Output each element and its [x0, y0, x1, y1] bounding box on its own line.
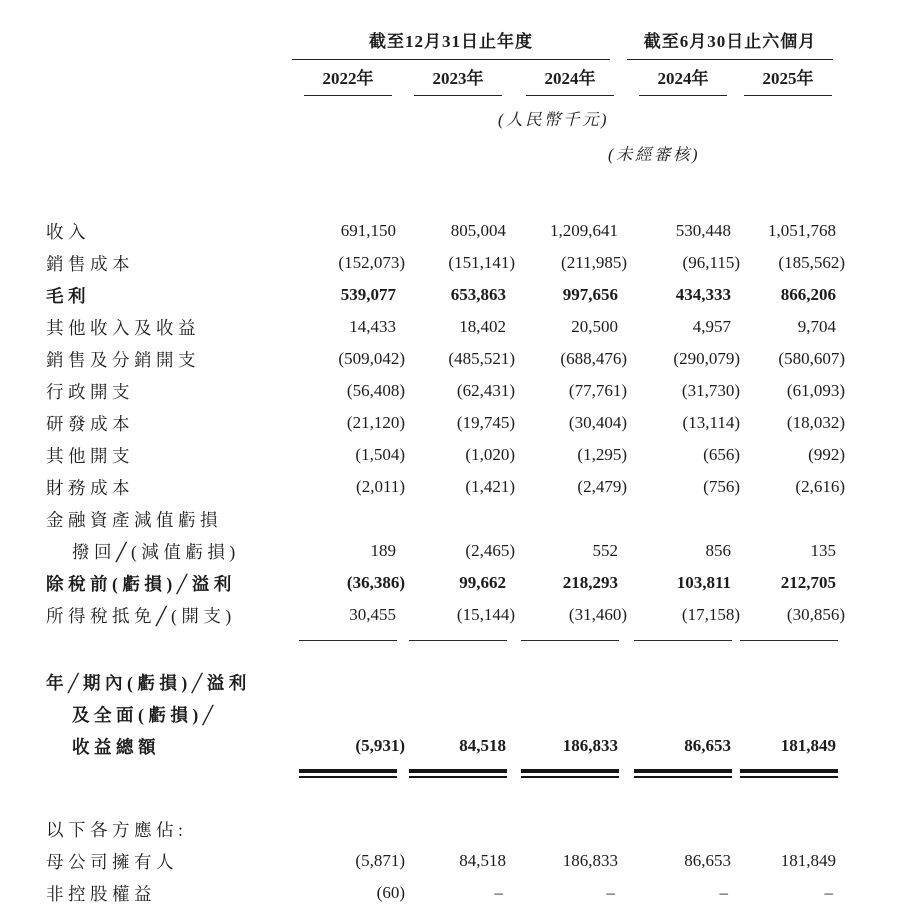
- cell-value: [290, 343, 405, 375]
- cell-value: [627, 279, 740, 311]
- value-text: (509,042): [338, 349, 405, 368]
- cell-value: [515, 599, 627, 631]
- value-text: 4,957: [692, 317, 731, 336]
- value-text: 218,293: [562, 573, 618, 592]
- table-row: [40, 567, 845, 599]
- year-label: 2024年: [639, 64, 727, 96]
- cell-value: [515, 471, 627, 503]
- cell-value: [627, 599, 740, 631]
- cell-value: [740, 311, 845, 343]
- table-row: [40, 503, 845, 535]
- corner-cell: [40, 60, 290, 100]
- column-rule-single: [740, 640, 838, 641]
- cell-value: [627, 813, 740, 845]
- rule-thick-line: [521, 769, 619, 773]
- row-label: 收入: [46, 221, 90, 242]
- column-rule-double: [299, 769, 397, 778]
- cell-value: [405, 567, 515, 599]
- cell-value: [515, 439, 627, 471]
- value-text: (21,120): [346, 413, 405, 432]
- cell-value: [405, 215, 515, 247]
- cell-value: [290, 567, 405, 599]
- value-text: (1,504): [355, 445, 405, 464]
- cell-value: [290, 247, 405, 279]
- column-rule-single: [634, 640, 732, 641]
- value-text: 1,051,768: [768, 221, 836, 240]
- cell-value: [515, 535, 627, 567]
- period-group-label: 截至12月31日止年度: [292, 27, 610, 60]
- value-text: –: [606, 883, 615, 902]
- cell-value: [515, 343, 627, 375]
- period-group-label: 截至6月30日止六個月: [627, 27, 833, 60]
- row-label: 毛利: [46, 285, 90, 306]
- table-row: [40, 535, 845, 567]
- rule-thin-line: [409, 776, 507, 778]
- cell-value: [405, 698, 515, 730]
- value-text: (19,745): [456, 413, 515, 432]
- cell-value: [740, 439, 845, 471]
- row-label: 母公司擁有人: [46, 851, 178, 872]
- value-text: (56,408): [346, 381, 405, 400]
- row-label: 非控股權益: [46, 883, 156, 904]
- table-row: [40, 343, 845, 375]
- value-text: 86,653: [684, 736, 731, 755]
- cell-value: [515, 567, 627, 599]
- cell-value: [627, 698, 740, 730]
- cell-value: [627, 471, 740, 503]
- value-text: 1,209,641: [550, 221, 618, 240]
- year-label: 2023年: [414, 64, 502, 96]
- table-row: [40, 698, 845, 730]
- cell-value: [290, 877, 405, 909]
- column-rule-double: [634, 769, 732, 778]
- value-text: 84,518: [459, 851, 506, 870]
- value-text: 552: [592, 541, 618, 560]
- cell-value: [627, 247, 740, 279]
- year-header-cell: [627, 60, 740, 100]
- rule-cell: [627, 631, 740, 646]
- value-text: 30,455: [349, 605, 396, 624]
- period-group-row: [40, 26, 845, 60]
- table-row: [40, 730, 845, 762]
- cell-value: [627, 439, 740, 471]
- value-text: (152,073): [338, 253, 405, 272]
- cell-value: [290, 730, 405, 762]
- cell-value: [740, 730, 845, 762]
- audit-note: (未經審核): [608, 144, 700, 164]
- value-text: 84,518: [459, 736, 506, 755]
- cell-value: [290, 698, 405, 730]
- row-label: 收益總額: [72, 736, 160, 757]
- column-rule-double: [740, 769, 838, 778]
- value-text: (31,730): [681, 381, 740, 400]
- value-text: (17,158): [681, 605, 740, 624]
- table-row: [40, 215, 845, 247]
- row-label: 及全面(虧損)╱: [72, 704, 218, 725]
- value-text: (2,465): [465, 541, 515, 560]
- table-row: [40, 311, 845, 343]
- cell-value: [515, 311, 627, 343]
- value-text: (185,562): [778, 253, 845, 272]
- section-gap: [40, 646, 845, 666]
- cell-value: [405, 666, 515, 698]
- cell-value: [515, 730, 627, 762]
- spacer: [40, 169, 845, 215]
- cell-value: [515, 215, 627, 247]
- cell-value: [740, 813, 845, 845]
- cell-value: [290, 813, 405, 845]
- value-text: –: [494, 883, 503, 902]
- cell-value: [740, 279, 845, 311]
- column-rule-double: [521, 769, 619, 778]
- period-group-header: [290, 26, 627, 60]
- cell-value: [405, 279, 515, 311]
- cell-value: [405, 407, 515, 439]
- value-text: 856: [705, 541, 731, 560]
- value-text: (13,114): [682, 413, 740, 432]
- rule-cell: [290, 762, 405, 783]
- value-text: (485,521): [448, 349, 515, 368]
- cell-value: [740, 503, 845, 535]
- year-label: 2025年: [744, 64, 832, 96]
- value-text: (2,616): [795, 477, 845, 496]
- cell-value: [740, 247, 845, 279]
- value-text: 434,333: [675, 285, 731, 304]
- column-rule-double: [409, 769, 507, 778]
- corner-cell: [40, 26, 290, 60]
- cell-value: [290, 215, 405, 247]
- row-label: 其他收入及收益: [46, 317, 200, 338]
- rule-cell: [515, 631, 627, 646]
- value-text: 20,500: [571, 317, 618, 336]
- cell-value: [740, 567, 845, 599]
- cell-value: [405, 343, 515, 375]
- cell-value: [290, 407, 405, 439]
- cell-value: [627, 535, 740, 567]
- value-text: (31,460): [568, 605, 627, 624]
- cell-value: [740, 343, 845, 375]
- row-label: 金融資產減值虧損: [46, 509, 222, 530]
- value-text: (2,479): [577, 477, 627, 496]
- cell-value: [627, 311, 740, 343]
- cell-value: [405, 599, 515, 631]
- value-text: (1,295): [577, 445, 627, 464]
- cell-value: [515, 845, 627, 877]
- cell-value: [515, 698, 627, 730]
- audit-note-row: [40, 136, 845, 169]
- year-header-cell: [740, 60, 845, 100]
- value-text: (211,985): [561, 253, 627, 272]
- table-row: [40, 877, 845, 909]
- cell-value: [627, 407, 740, 439]
- value-text: –: [824, 883, 833, 902]
- cell-value: [405, 375, 515, 407]
- cell-value: [740, 666, 845, 698]
- cell-value: [627, 845, 740, 877]
- cell-value: [290, 375, 405, 407]
- value-text: 866,206: [780, 285, 836, 304]
- rule-cell: [290, 631, 405, 646]
- cell-value: [405, 471, 515, 503]
- value-text: (77,761): [568, 381, 627, 400]
- spacer: [40, 646, 845, 666]
- rule-cell: [740, 631, 845, 646]
- value-text: 997,656: [562, 285, 618, 304]
- cell-value: [627, 666, 740, 698]
- cell-value: [740, 877, 845, 909]
- cell-value: [740, 845, 845, 877]
- value-text: 135: [810, 541, 836, 560]
- double-rule-row: [40, 762, 845, 783]
- cell-value: [405, 813, 515, 845]
- value-text: 653,863: [450, 285, 506, 304]
- value-text: (290,079): [673, 349, 740, 368]
- value-text: 9,704: [797, 317, 836, 336]
- cell-value: [405, 730, 515, 762]
- value-text: (2,011): [356, 477, 405, 496]
- value-text: (96,115): [682, 253, 740, 272]
- currency-note: (人民幣千元): [498, 110, 609, 129]
- cell-value: [405, 311, 515, 343]
- income-statement-table: [40, 26, 845, 909]
- value-text: (60): [376, 883, 405, 902]
- cell-value: [405, 535, 515, 567]
- rule-thick-line: [740, 769, 838, 773]
- row-label: 年╱期內(虧損)╱溢利: [46, 672, 251, 693]
- cell-value: [740, 375, 845, 407]
- rule-cell: [405, 631, 515, 646]
- value-text: (30,404): [568, 413, 627, 432]
- row-label: 銷售及分銷開支: [46, 349, 200, 370]
- column-rule-single: [521, 640, 619, 641]
- value-text: 186,833: [562, 736, 618, 755]
- value-text: 805,004: [450, 221, 506, 240]
- year-label: 2024年: [526, 64, 614, 96]
- section-gap: [40, 783, 845, 813]
- spacer: [40, 762, 290, 783]
- table-row: [40, 375, 845, 407]
- cell-value: [740, 215, 845, 247]
- value-text: (756): [703, 477, 740, 496]
- cell-value: [627, 730, 740, 762]
- value-text: 99,662: [459, 573, 506, 592]
- table-row: [40, 439, 845, 471]
- cell-value: [740, 698, 845, 730]
- column-rule-single: [409, 640, 507, 641]
- value-text: (656): [703, 445, 740, 464]
- currency-note-row: [40, 100, 845, 136]
- row-label: 行政開支: [46, 381, 134, 402]
- value-text: 14,433: [349, 317, 396, 336]
- value-text: (15,144): [456, 605, 515, 624]
- value-text: 103,811: [676, 573, 731, 592]
- cell-value: [290, 439, 405, 471]
- row-label: 銷售成本: [46, 253, 134, 274]
- year-header-cell: [405, 60, 515, 100]
- spacer: [40, 631, 290, 646]
- cell-value: [740, 599, 845, 631]
- table-row: [40, 247, 845, 279]
- value-text: 181,849: [780, 736, 836, 755]
- rule-thin-line: [299, 776, 397, 778]
- value-text: 691,150: [340, 221, 396, 240]
- rule-cell: [740, 762, 845, 783]
- cell-value: [627, 567, 740, 599]
- rule-cell: [627, 762, 740, 783]
- table-row: [40, 407, 845, 439]
- single-rule-row: [40, 631, 845, 646]
- value-text: (1,020): [465, 445, 515, 464]
- value-text: (5,871): [355, 851, 405, 870]
- cell-value: [627, 343, 740, 375]
- table-row: [40, 471, 845, 503]
- cell-value: [515, 503, 627, 535]
- rule-thick-line: [409, 769, 507, 773]
- year-header-cell: [515, 60, 627, 100]
- value-text: –: [719, 883, 728, 902]
- table-row: [40, 666, 845, 698]
- value-text: 189: [370, 541, 396, 560]
- table-row: [40, 845, 845, 877]
- cell-value: [290, 535, 405, 567]
- audit-note-cell: [40, 136, 845, 169]
- value-text: (688,476): [560, 349, 627, 368]
- cell-value: [740, 471, 845, 503]
- value-text: 539,077: [340, 285, 396, 304]
- value-text: (992): [808, 445, 845, 464]
- cell-value: [515, 375, 627, 407]
- cell-value: [290, 599, 405, 631]
- row-label: 除稅前(虧損)╱溢利: [46, 573, 236, 594]
- cell-value: [515, 666, 627, 698]
- table-row: [40, 599, 845, 631]
- row-label: 其他開支: [46, 445, 134, 466]
- rule-thin-line: [521, 776, 619, 778]
- cell-value: [405, 247, 515, 279]
- rule-thick-line: [299, 769, 397, 773]
- year-header-row: [40, 60, 845, 100]
- value-text: (580,607): [778, 349, 845, 368]
- cell-value: [515, 407, 627, 439]
- row-label: 所得稅抵免╱(開支): [46, 605, 236, 626]
- cell-value: [290, 503, 405, 535]
- row-label: 財務成本: [46, 477, 134, 498]
- header-gap: [40, 169, 845, 215]
- value-text: 86,653: [684, 851, 731, 870]
- row-label: 撥回╱(減值虧損): [72, 541, 240, 562]
- cell-value: [515, 279, 627, 311]
- cell-value: [515, 813, 627, 845]
- row-label: 研發成本: [46, 413, 134, 434]
- cell-value: [405, 877, 515, 909]
- value-text: (36,386): [346, 573, 405, 592]
- value-text: 181,849: [780, 851, 836, 870]
- row-label: 以下各方應佔:: [46, 819, 188, 840]
- cell-value: [740, 407, 845, 439]
- cell-value: [290, 311, 405, 343]
- rule-cell: [405, 762, 515, 783]
- cell-value: [290, 666, 405, 698]
- cell-value: [515, 247, 627, 279]
- value-text: 186,833: [562, 851, 618, 870]
- value-text: (151,141): [448, 253, 515, 272]
- cell-value: [405, 845, 515, 877]
- value-text: (18,032): [786, 413, 845, 432]
- cell-value: [627, 215, 740, 247]
- table-row: [40, 279, 845, 311]
- cell-value: [290, 845, 405, 877]
- value-text: (30,856): [786, 605, 845, 624]
- year-header-cell: [290, 60, 405, 100]
- rule-thin-line: [634, 776, 732, 778]
- cell-value: [515, 877, 627, 909]
- value-text: (62,431): [456, 381, 515, 400]
- value-text: (1,421): [465, 477, 515, 496]
- column-rule-single: [299, 640, 397, 641]
- rule-thin-line: [740, 776, 838, 778]
- cell-value: [290, 471, 405, 503]
- rule-thick-line: [634, 769, 732, 773]
- table-row: [40, 813, 845, 845]
- period-group-header: [627, 26, 845, 60]
- value-text: 530,448: [675, 221, 731, 240]
- value-text: (61,093): [786, 381, 845, 400]
- value-text: (5,931): [355, 736, 405, 755]
- cell-value: [405, 503, 515, 535]
- spacer: [40, 783, 845, 813]
- cell-value: [290, 279, 405, 311]
- cell-value: [627, 375, 740, 407]
- rule-cell: [515, 762, 627, 783]
- currency-note-cell: [40, 100, 845, 136]
- cell-value: [740, 535, 845, 567]
- value-text: 18,402: [459, 317, 506, 336]
- year-label: 2022年: [304, 64, 392, 96]
- cell-value: [405, 439, 515, 471]
- cell-value: [627, 503, 740, 535]
- cell-value: [627, 877, 740, 909]
- value-text: 212,705: [780, 573, 836, 592]
